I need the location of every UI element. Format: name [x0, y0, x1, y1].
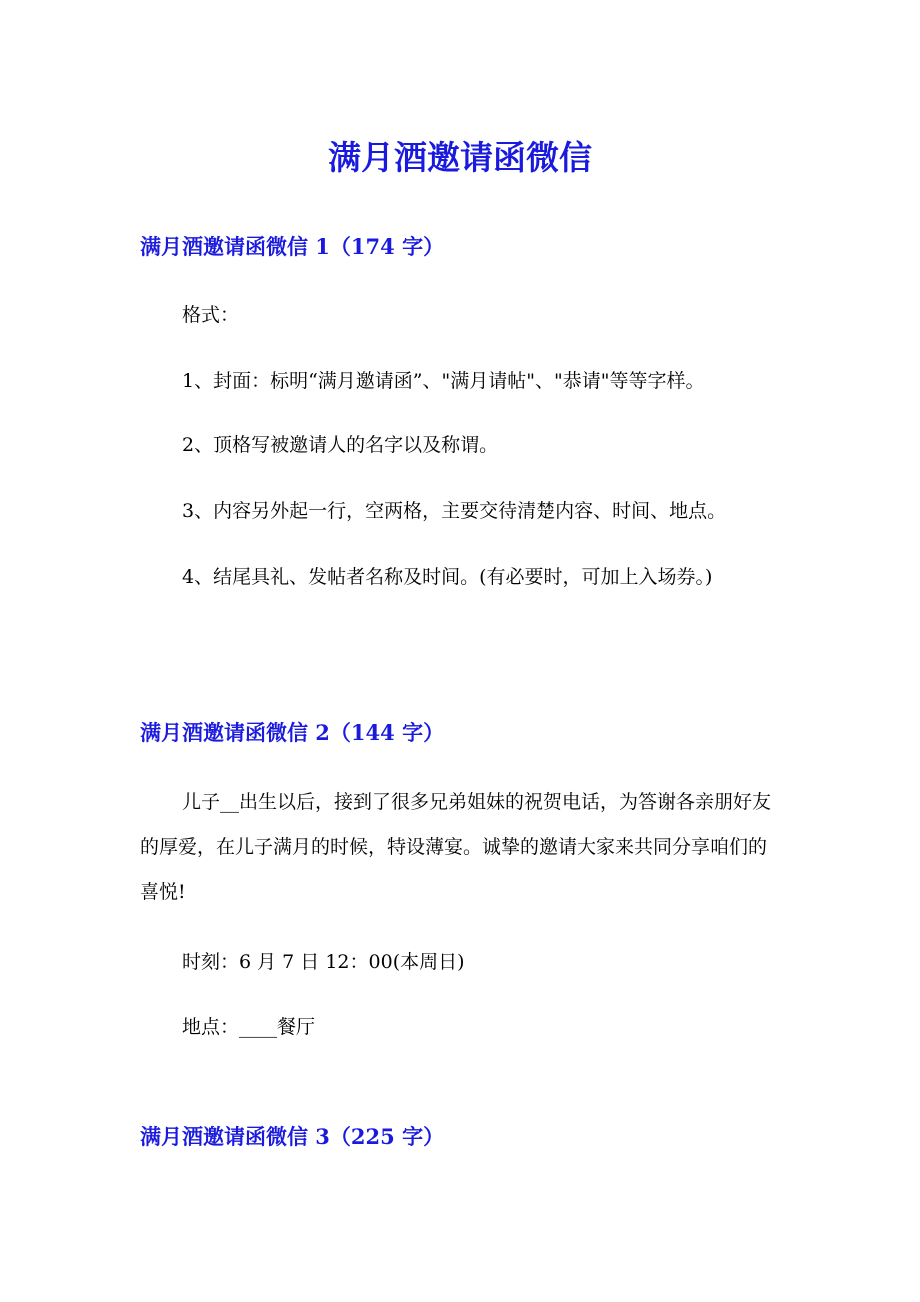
section-1-paragraph-1: 格式： — [182, 304, 240, 326]
section-1-heading: 满月酒邀请函微信 1（174 字） — [140, 234, 445, 259]
document-title: 满月酒邀请函微信 — [328, 138, 592, 177]
section-1-paragraph-3: 2、顶格写被邀请人的名字以及称谓。 — [182, 434, 499, 456]
section-1-paragraph-5: 4、结尾具礼、发帖者名称及时间。(有必要时，可加上入场券。) — [182, 566, 713, 588]
section-3-heading: 满月酒邀请函微信 3（225 字） — [140, 1124, 445, 1149]
section-2-heading: 满月酒邀请函微信 2（144 字） — [140, 720, 445, 745]
section-1-paragraph-2: 1、封面：标明“满月邀请函”、"满月请帖"、"恭请"等等字样。 — [182, 370, 705, 392]
section-2-paragraph-3: 地点：____餐厅 — [182, 1016, 316, 1038]
section-1-paragraph-4: 3、内容另外起一行，空两格，主要交待清楚内容、时间、地点。 — [182, 500, 727, 522]
section-2-paragraph-2: 时刻：6 月 7 日 12：00(本周日) — [182, 951, 465, 973]
section-2-paragraph-1: 儿子__出生以后，接到了很多兄弟姐妹的祝贺电话，为答谢各亲朋好友的厚爱，在儿子满月的时候，特设薄宴。诚挚的邀请大家来共同分享咱们的喜悦! — [140, 791, 772, 903]
